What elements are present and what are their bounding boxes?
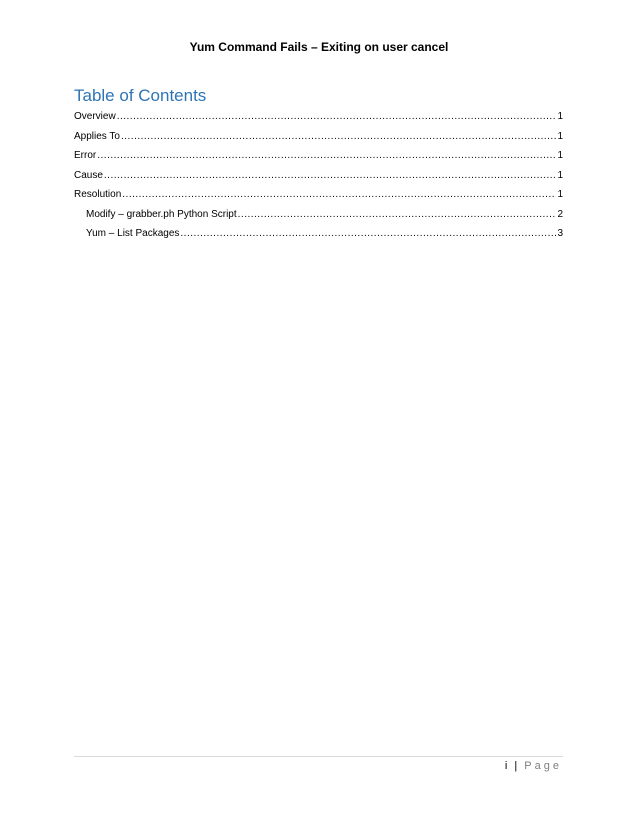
toc-dot-leader [104,169,557,183]
toc-entry-title: Applies To [74,130,120,142]
toc-dot-leader [180,227,556,241]
toc-dot-leader [238,208,557,222]
toc-entry-page: 1 [557,130,563,142]
toc-entry-title: Overview [74,111,116,122]
toc-entry-page: 1 [557,189,563,200]
toc-entry-page: 3 [557,228,563,239]
toc-entry-title: Modify – grabber.ph Python Script [86,208,237,220]
toc-entry-cause[interactable] [74,169,563,189]
toc-entry-modify-grabber[interactable] [74,208,563,228]
document-header-title: Yum Command Fails – Exiting on user cancel [189,40,449,54]
toc-dot-leader [121,130,556,144]
toc-entry-page: 2 [557,208,563,220]
toc-entry-title: Cause [74,169,103,181]
toc-entry-title: Yum – List Packages [86,228,180,239]
footer-divider [74,756,563,757]
toc-entry-overview[interactable] [74,110,563,130]
toc-entry-page: 1 [557,169,563,181]
footer-page-label: Page [524,760,562,772]
toc-entry-page: 1 [557,111,563,122]
toc-entry-title: Error [74,150,97,161]
toc-entry-title: Resolution [74,189,122,200]
toc-dot-leader [97,149,556,163]
footer-page-number: i [504,760,508,772]
toc-dot-leader [122,188,556,202]
toc-entry-error[interactable] [74,149,563,169]
footer-separator: | [514,760,518,772]
page-footer [505,760,562,772]
toc-entry-resolution[interactable] [74,188,563,208]
table-of-contents [74,110,563,247]
toc-heading: Table of Contents [74,86,207,105]
toc-entry-applies-to[interactable] [74,130,563,150]
toc-entry-page: 1 [557,150,563,161]
toc-dot-leader [117,110,557,124]
toc-entry-yum-list-packages[interactable] [74,227,563,247]
